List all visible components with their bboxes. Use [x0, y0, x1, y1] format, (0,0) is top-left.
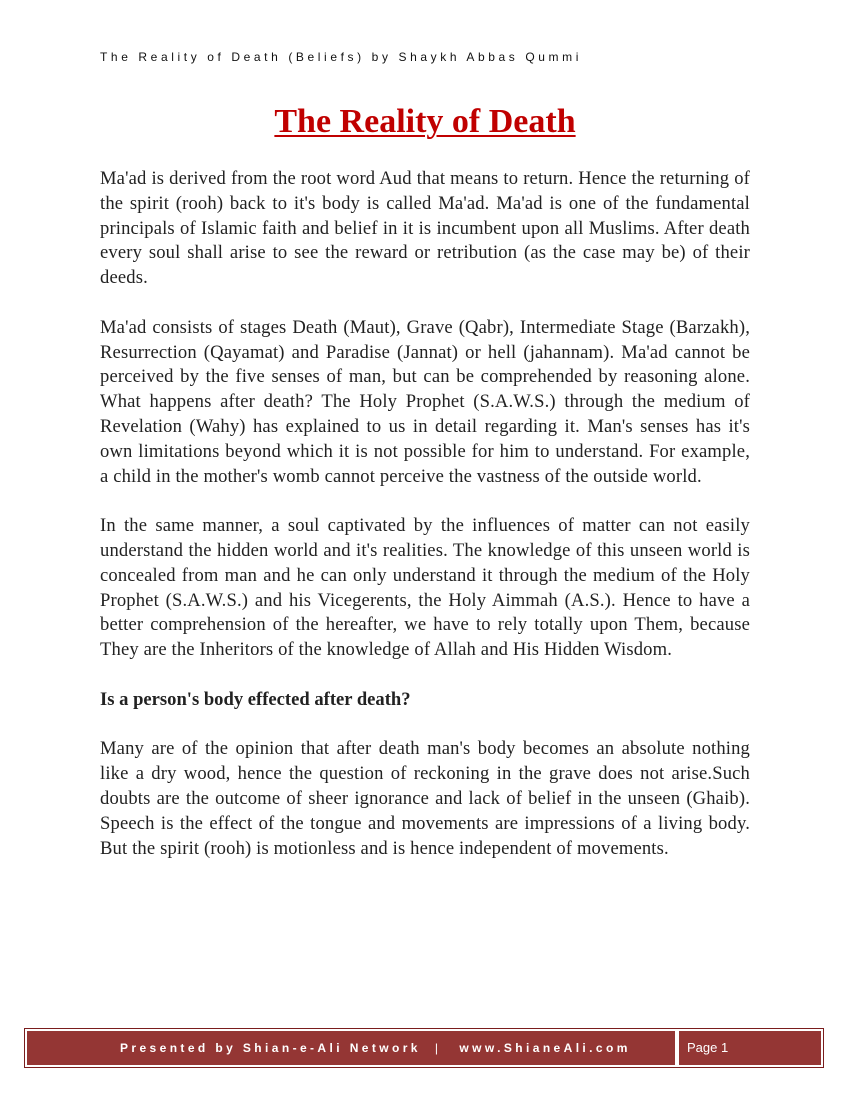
- paragraph-stages: Ma'ad consists of stages Death (Maut), Grave (Qabr), Intermediate Stage (Barzakh), Resurrection (Qayamat) and Paradise (Jannat) or hell (jahannam). Ma'ad cannot be perceived by the five senses of man, but can be comprehended by reasoning alone. What happens after death? The Holy Prophet (S.A.W.S.) through the medium of Revelation (Wahy) has explained to us in detail regarding it. Man's senses has it's own limitations beyond which it is not possible for him to understand. For example, a child in the mother's womb cannot perceive the vastness of the outside world.: [100, 316, 750, 487]
- section-heading: Is a person's body effected after death?: [100, 688, 411, 710]
- footer-page-number: Page 1: [679, 1031, 821, 1065]
- page-footer: [24, 1028, 824, 1068]
- footer-separator: |: [434, 1041, 442, 1055]
- footer-credit-bar: [27, 1031, 675, 1065]
- paragraph-body-after-death: Many are of the opinion that after death man's body becomes an absolute nothing like a dry wood, hence the question of reckoning in the grave does not arise.Such doubts are the outcome of sheer ignorance and lack of belief in the unseen (Ghaib). Speech is the effect of the tongue and movements are impressions of a living body. But the spirit (rooh) is motionless and is hence independent of movements.: [100, 738, 750, 859]
- footer-website-link[interactable]: www.ShianeAli.com: [459, 1041, 631, 1055]
- running-header: The Reality of Death (Beliefs) by Shaykh Abbas Qummi: [100, 50, 582, 64]
- paragraph-intro: Ma'ad is derived from the root word Aud that means to return. Hence the returning of the spirit (rooh) back to it's body is called Ma'ad. Ma'ad is one of the fundamental principals of Islamic faith and belief in it is incumbent upon all Muslims. After death every soul shall arise to see the reward or retribution (as the case may be) of their deeds.: [100, 168, 750, 289]
- paragraph-hidden-world: In the same manner, a soul captivated by the influences of matter can not easily understand the hidden world and it's realities. The knowledge of this unseen world is concealed from man and he can only understand it through the medium of the Holy Prophet (S.A.W.S.) and his Vicegerents, the Holy Aimmah (A.S.). Hence to have a better comprehension of the hereafter, we have to rely totally upon Them, because They are the Inheritors of the knowledge of Allah and His Hidden Wisdom.: [100, 515, 750, 661]
- footer-presented-by: Presented by Shian-e-Ali Network: [120, 1041, 421, 1055]
- document-body: [100, 167, 750, 886]
- document-title: The Reality of Death: [274, 103, 576, 140]
